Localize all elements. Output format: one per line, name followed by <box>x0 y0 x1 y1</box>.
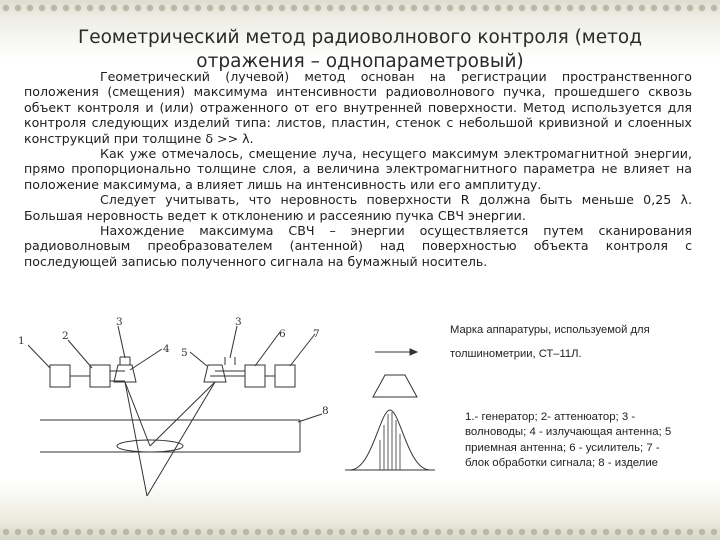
slide-title: Геометрический метод радиоволнового контроля (метод отражения – однопараметровый) <box>77 27 643 72</box>
top-dot-border <box>0 0 720 16</box>
paragraph-shift: Как уже отмечалось, смещение луча, несущего максимум электромагнитной энергии, прямо пропорционально толщине слоя, а величина электромагнитного параметра не влияет на положение максимума, а влияет лишь на интенсивность или его амплитуду. <box>24 146 692 192</box>
diagram-legend: 1.- генератор; 2- аттенюатор; 3 - волноводы; 4 - излучающая антенна; 5 приемная антенна; 6 - усилитель; 7 - блок обработки сигнала; 8 - изделие <box>465 411 672 470</box>
label-4: 4 <box>163 343 170 355</box>
receiving-antenna <box>204 365 226 382</box>
label-7: 7 <box>313 328 320 340</box>
intensity-distribution <box>350 410 430 470</box>
label-5: 5 <box>181 347 188 359</box>
block-attenuator <box>90 365 110 387</box>
label-2: 2 <box>62 330 69 342</box>
apparatus-model: толшинометрии, СТ–11Л. <box>450 348 582 360</box>
horn-antenna-icon <box>373 375 417 397</box>
paragraph-method: Геометрический (лучевой) метод основан на регистрации пространственного положения (смещения) максимума интенсивности радиоволнового пучка, прошедшего сквозь объект контроля и (или) отраженного от его внутренней поверхности. Метод используется для контроля следующих изделий типа: листов, пластин, стенок с небольшой кривизной и слоенных конструкций при толщине δ >> λ. <box>24 69 692 146</box>
label-8: 8 <box>322 405 329 417</box>
diagram-labels <box>18 316 329 417</box>
emitting-antenna <box>114 365 136 382</box>
paragraph-roughness: Следует учитывать, что неровность поверхности R должна быть меньше 0,25 λ. Большая неровность ведет к отклонению и рассеянию пучка СВЧ энергии. <box>24 192 692 223</box>
apparatus-caption: Марка аппаратуры, используемой для <box>450 324 650 336</box>
slide-body <box>24 69 692 269</box>
label-1: 1 <box>18 335 25 347</box>
block-generator <box>50 365 70 387</box>
label-6: 6 <box>279 328 286 340</box>
label-3-right: 3 <box>235 316 242 328</box>
block-amplifier <box>245 365 265 387</box>
paragraph-scanning: Нахождение максимума СВЧ – энергии осуществляется путем сканирования радиоволновым преобразователем (антенной) над поверхностью объекта контроля с последующей записью полученного сигнала на бумажный носитель. <box>24 223 692 269</box>
label-3-left: 3 <box>116 316 123 328</box>
block-processor <box>275 365 295 387</box>
